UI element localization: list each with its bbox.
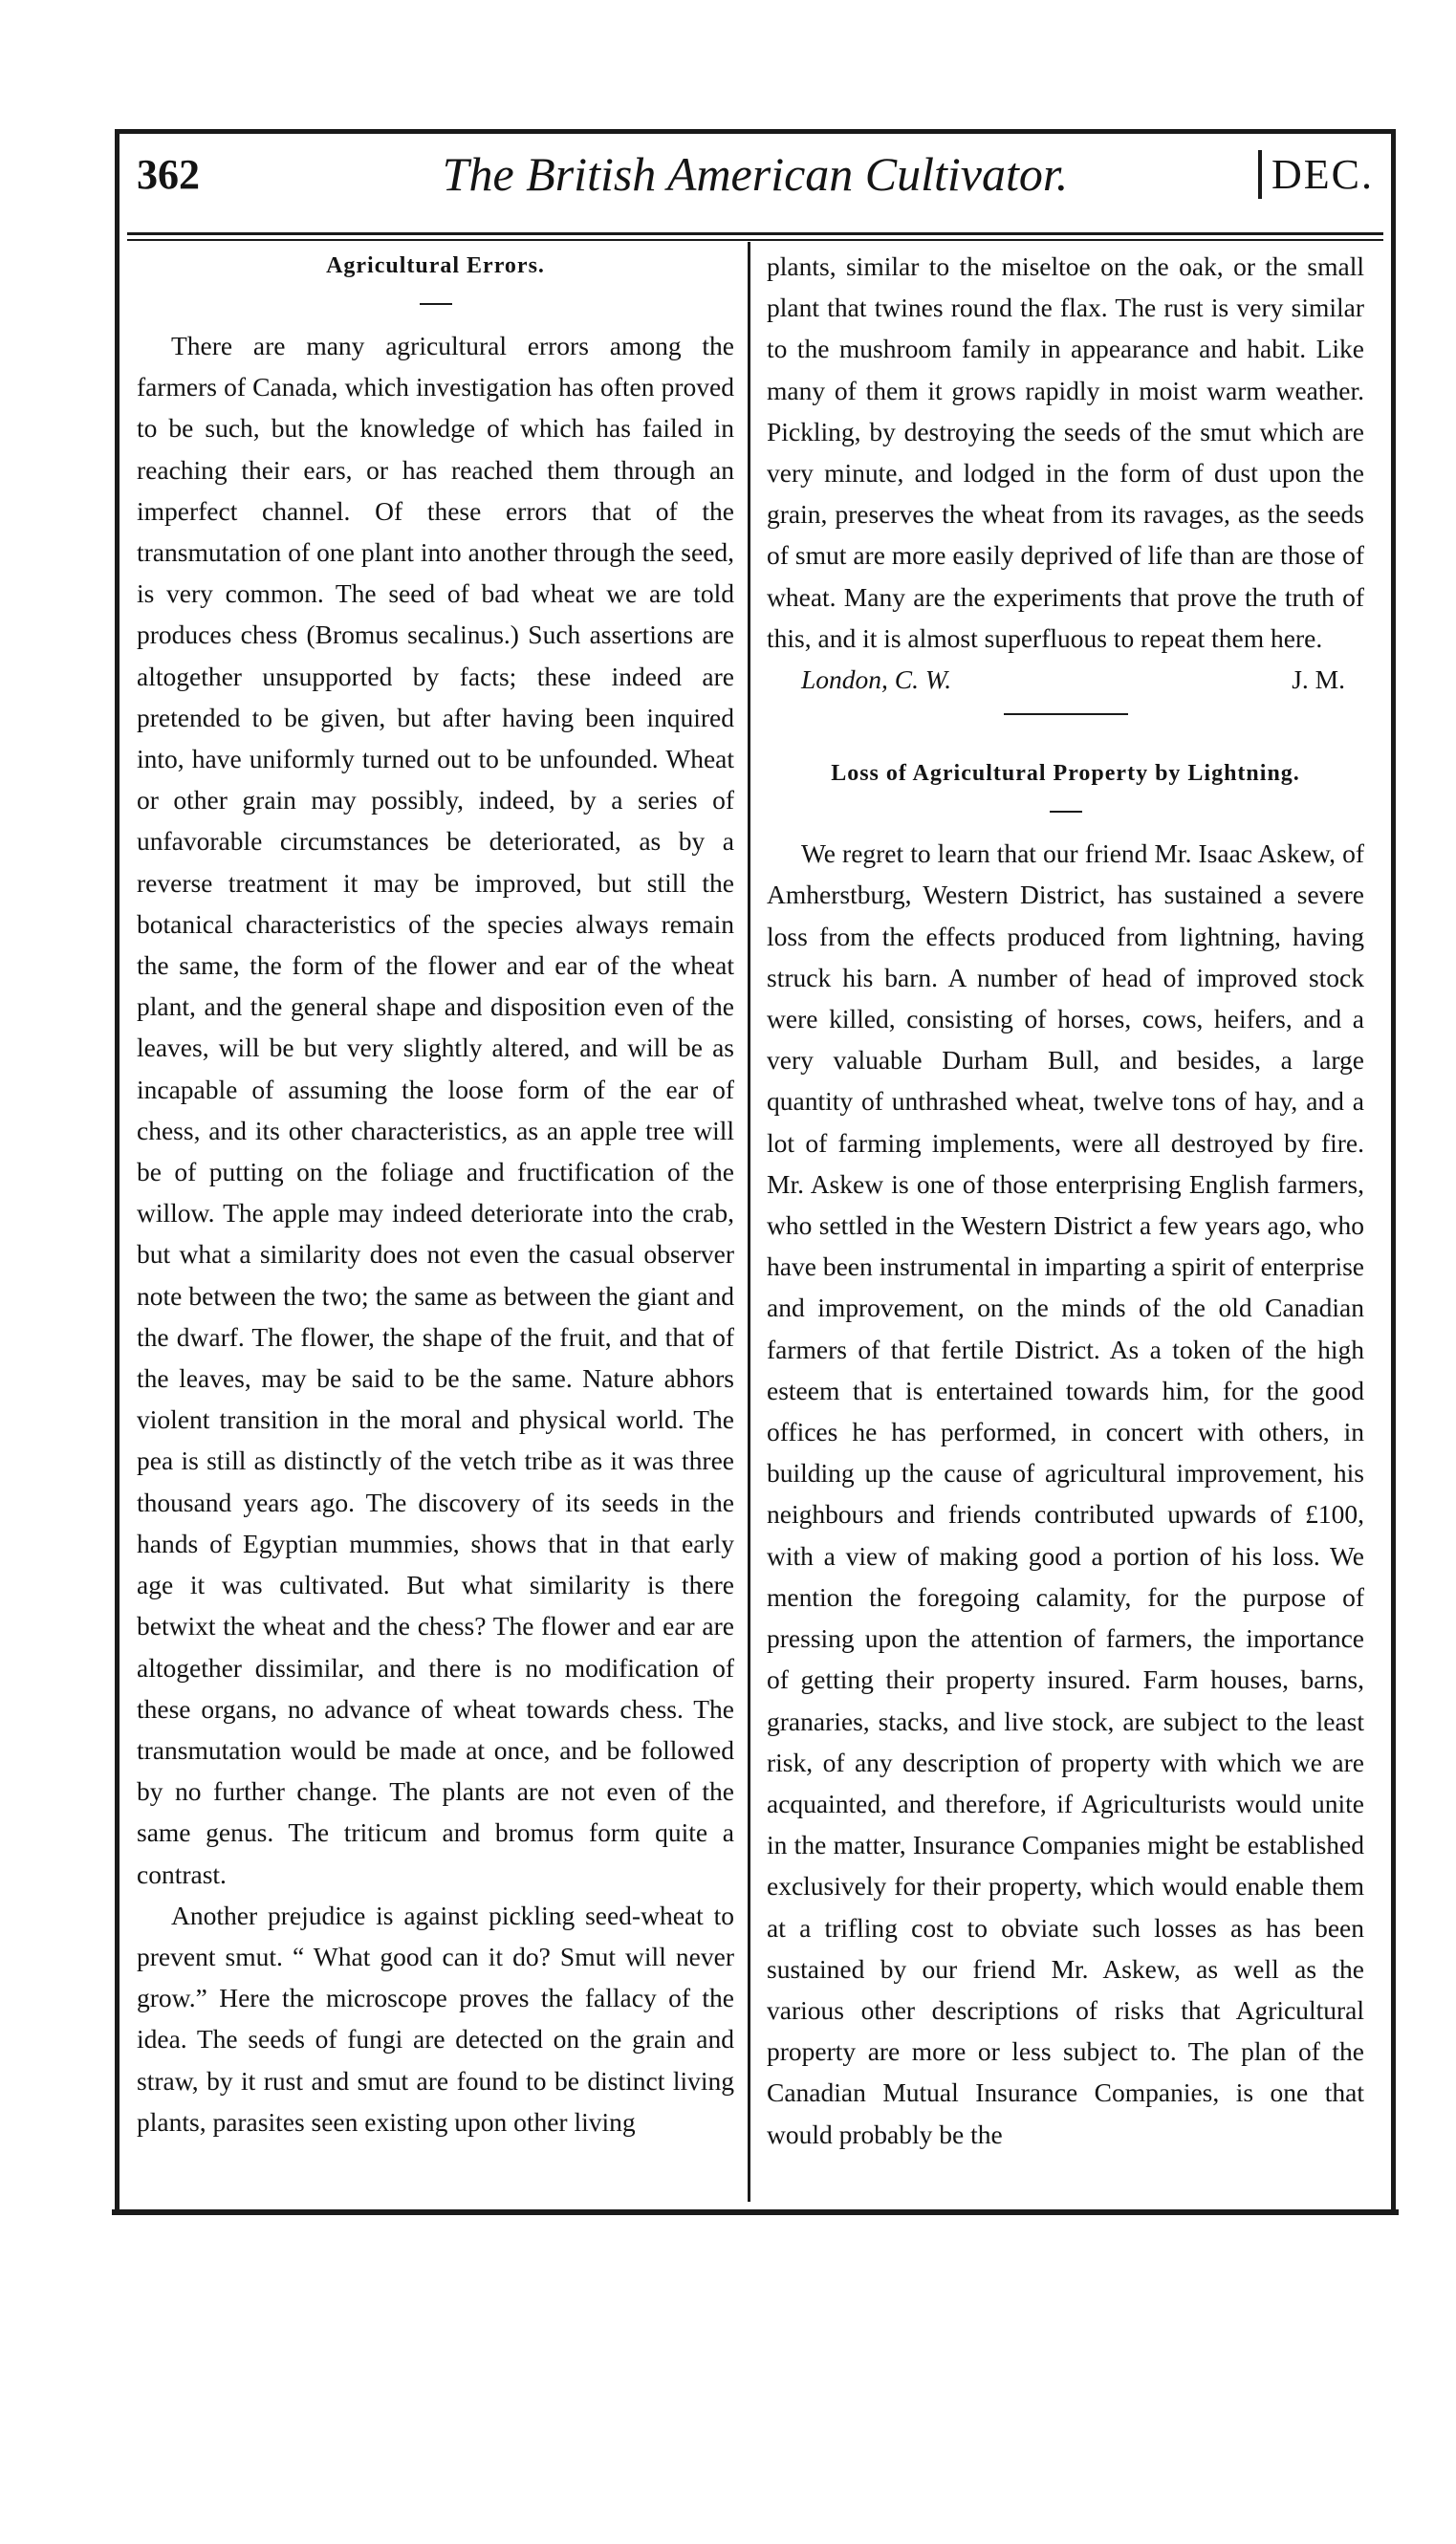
article-separator xyxy=(1004,713,1128,715)
left-column xyxy=(137,246,734,2196)
article-title-agricultural-errors: Agricultural Errors. xyxy=(326,253,545,278)
top-border-rule xyxy=(120,129,1391,134)
signature: J. M. xyxy=(1292,664,1345,695)
title-dash xyxy=(767,794,1364,823)
bottom-border-rule xyxy=(112,2209,1399,2215)
page xyxy=(115,129,1396,2213)
column-divider xyxy=(748,242,750,2202)
article-paragraph: Another prejudice is against pickling seed-wheat to prevent smut. “ What good can it do? Smut will never grow.” Here the microscope proves the fallacy of the idea. The seeds of fungi are detected on the grain and straw, by it rust and smut are found to be distinct living plants, parasites seen existing upon other living xyxy=(137,1900,734,2137)
header-rule xyxy=(127,232,1383,241)
article-title-loss-by-lightning: Loss of Agricultural Property by Lightning. xyxy=(831,761,1300,787)
title-dash xyxy=(137,287,734,315)
right-column xyxy=(767,246,1364,2196)
running-header xyxy=(137,141,1374,217)
page-number: 362 xyxy=(137,151,200,198)
article-paragraph: There are many agricultural errors among the farmers of Canada, which investigation has often proved to be such, but the knowledge of which has failed in reaching their ears, or has reached them through an imperfect channel. Of these errors that of the transmutation of one plant into another through the seed, is very common. The seed of bad wheat we are told produces chess (Bromus secalinus.) Such assertions are altogether unsupported by facts; these indeed are pretended to be given, but after having been inquired into, have uniformly turned out to be unfounded. Wheat or other grain may possibly, indeed, by a series of unfavorable circumstances be deteriorated, as by a reverse treatment it may be improved, but still the botanical characteristics of the species always remain the same, the form of the flower and ear of the wheat plant, and the general shape and disposition even of the leaves, will be but very slightly altered, and will be as incapable of assuming the loose form of the ear of chess, and its other characteristics, as an apple tree will be of putting on the foliage and fructification of the willow. The apple may indeed deteriorate into the crab, but what a similarity does not even the casual observer note between the two; the same as between the giant and the dwarf. The flower, the shape of the fruit, and that of the leaves, may be said to be the same. Nature abhors violent transition in the moral and physical world. The pea is still as distinctly of the vetch tribe as it was three thousand years ago. The discovery of its seeds in the hands of Egyptian mummies, shows that in that early age it was cultivated. But what similarity is there betwixt the wheat and the chess? The flower and ear are altogether dissimilar, and there is no modification of these organs, no advance of wheat towards chess. The transmutation would be made at once, and be followed by no further change. The plants are not even of the same genus. The triticum and bromus form quite a contrast. xyxy=(137,331,734,1889)
running-title: The British American Cultivator. xyxy=(442,147,1069,201)
running-date: DEC. xyxy=(1258,150,1374,199)
place-line: London, C. W. xyxy=(801,664,952,695)
article-paragraph: We regret to learn that our friend Mr. Isaac Askew, of Amherstburg, Western District, has sustained a severe loss from the effects produced from lightning, having struck his barn. A number of head of improved stock were killed, consisting of horses, cows, heifers, and a very valuable Durham Bull, and besides, a large quantity of unthrashed wheat, twelve tons of hay, and a lot of farming implements, were all destroyed by fire. Mr. Askew is one of those enterprising English farmers, who settled in the Western District a few years ago, who have been instrumental in imparting a spirit of enterprise and improvement, on the minds of the old Canadian farmers of that fertile District. As a token of the high esteem that is entertained towards him, for the good offices he has performed, in concert with others, in building up the cause of agricultural improvement, his neighbours and friends contributed upwards of £100, with a view of making good a portion of his loss. We mention the foregoing calamity, for the purpose of pressing upon the attention of farmers, the importance of getting their property insured. Farm houses, barns, granaries, stacks, and live stock, are subject to the least risk, of any description of property with which we are acquainted, and therefore, if Agriculturists would unite in the matter, Insurance Companies might be established exclusively for their property, which would enable them at a trifling cost to obviate such losses as has been sustained by our friend Mr. Askew, as well as the various other descriptions of risks that Agricultural property are more or less subject to. The plan of the Canadian Mutual Insurance Companies, is one that would probably be the xyxy=(767,838,1364,2149)
article-paragraph-continued: plants, similar to the miseltoe on the oak, or the small plant that twines round the flax. The rust is very similar to the mushroom family in appearance and habit. Like many of them it grows rapidly in moist warm weather. Pickling, by destroying the seeds of the smut which are very minute, and lodged in the form of dust upon the grain, preserves the wheat from its ravages, as the seeds of smut are more easily deprived of life than are those of wheat. Many are the experiments that prove the truth of this, and it is almost superfluous to repeat them here. J. M. xyxy=(767,246,1364,659)
